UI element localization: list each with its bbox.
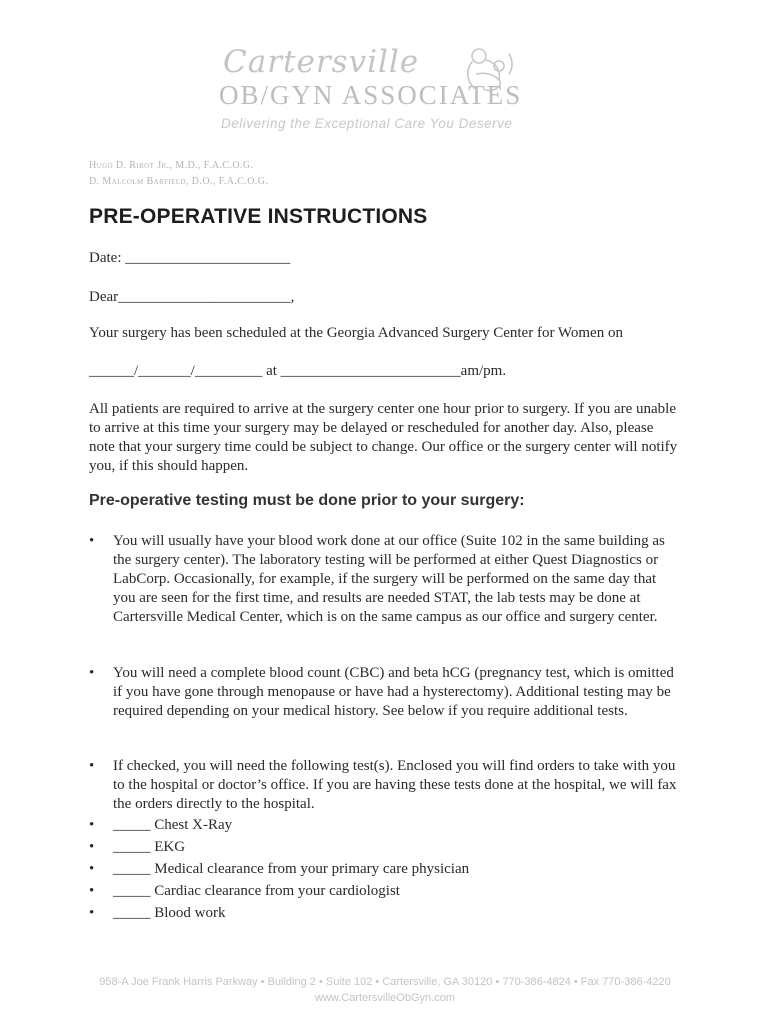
testing-heading: Pre-operative testing must be done prior to your surgery: — [89, 492, 525, 509]
checklist-item-text: _____ Chest X-Ray — [113, 817, 233, 833]
bullet-icon: • — [89, 905, 95, 921]
bullet-icon: • — [89, 883, 95, 899]
bullet-icon: • — [89, 758, 95, 774]
list-item-text: You will usually have your blood work done at our office (Suite 102 in the same building as the surgery center). The laboratory testing will be performed at either Quest Diagnostics or LabCorp. Occasionally, for example, if the surgery will be performed on the same day that you are seen for the first time, and results are needed STAT, the lab tests may be done at Cartersville Medical Center, which is on the same campus as our office and surgery center. — [113, 533, 665, 625]
physician-name: D. Malcolm Barfield, D.O., F.A.C.O.G. — [89, 176, 269, 187]
footer-address: 958-A Joe Frank Harris Parkway • Building 2 • Suite 102 • Cartersville, GA 30120 • 770-386-4824 • Fax 770-386-4220 — [99, 976, 671, 988]
date-field-line: Date: ______________________ — [89, 250, 291, 266]
footer-website: www.CartersvilleObGyn.com — [315, 992, 455, 1004]
surgery-datetime-line: ______/_______/_________ at ________________________am/pm. — [89, 363, 507, 379]
practice-script-name: Cartersville — [223, 44, 420, 80]
dear-field-line: Dear_______________________, — [89, 289, 295, 305]
list-item-text: You will need a complete blood count (CBC) and beta hCG (pregnancy test, which is omitted if you have gone through menopause or have had a hysterectomy). Additional testing may be required depending on your medical history. See below if you require additional tests. — [113, 665, 674, 719]
bullet-icon: • — [89, 665, 95, 681]
list-item-text: If checked, you will need the following test(s). Enclosed you will find orders to take with you to the hospital or doctor’s office. If you are having these tests done at the hospital, we will fax the orders directly to the hospital. — [113, 758, 677, 812]
letterhead — [215, 44, 545, 136]
arrival-paragraph: All patients are required to arrive at the surgery center one hour prior to surgery. If you are unable to arrive at this time your surgery may be delayed or rescheduled for another day. Also, please note that your surgery time could be subject to change. Our office or the surgery center will notify you, if this should happen. — [89, 401, 678, 474]
checklist-item-text: _____ EKG — [113, 839, 186, 855]
physician-list — [89, 158, 268, 190]
physician-name: Hugo D. Ribot Jr., M.D., F.A.C.O.G. — [89, 160, 254, 171]
practice-tagline: Delivering the Exceptional Care You Deserve — [221, 116, 513, 131]
bullet-icon: • — [89, 861, 95, 877]
mother-child-icon — [451, 44, 523, 96]
checklist-item-text: _____ Medical clearance from your primary care physician — [113, 861, 470, 877]
bullet-icon: • — [89, 533, 95, 549]
scheduled-statement: Your surgery has been scheduled at the Georgia Advanced Surgery Center for Women on — [89, 325, 623, 341]
checklist-item-text: _____ Cardiac clearance from your cardiologist — [113, 883, 400, 899]
page-title: PRE-OPERATIVE INSTRUCTIONS — [89, 205, 428, 228]
bullet-icon: • — [89, 817, 95, 833]
bullet-icon: • — [89, 839, 95, 855]
checklist-item-text: _____ Blood work — [113, 905, 226, 921]
practice-name: OB/GYN ASSOCIATES — [219, 80, 523, 110]
